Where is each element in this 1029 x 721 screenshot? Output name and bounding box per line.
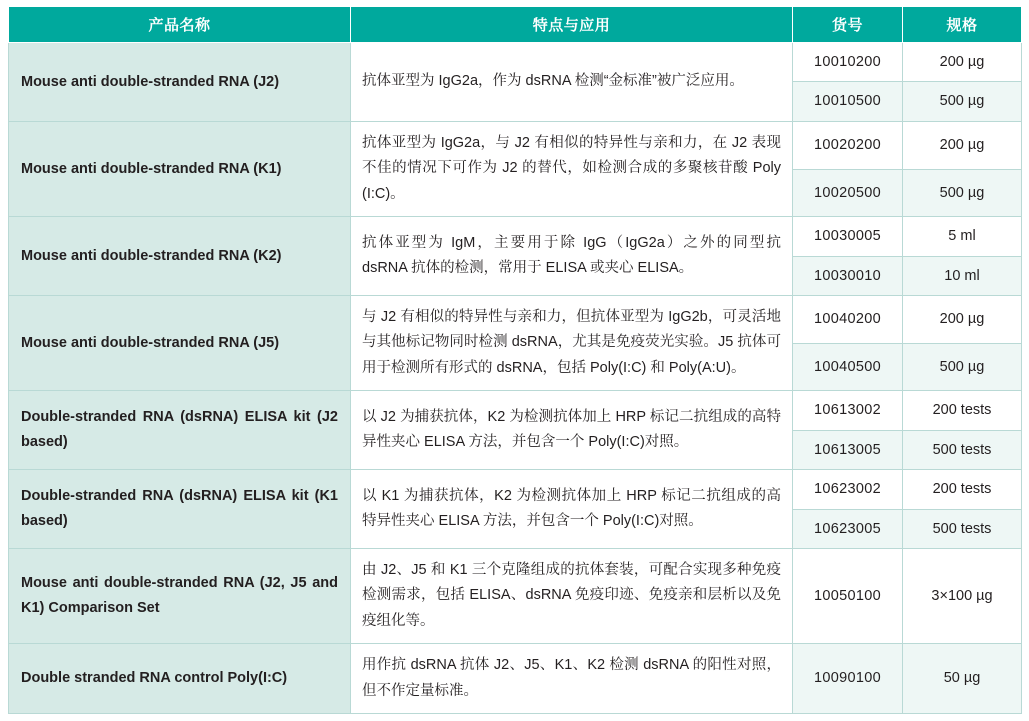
column-header-catalog: 货号 bbox=[793, 7, 903, 43]
catalog-number-cell: 10030010 bbox=[793, 256, 903, 295]
specification-cell: 50 µg bbox=[903, 644, 1022, 714]
table-row bbox=[9, 470, 1022, 509]
table-row bbox=[9, 549, 1022, 644]
table-row bbox=[9, 644, 1022, 714]
specification-cell: 10 ml bbox=[903, 256, 1022, 295]
table-row bbox=[9, 217, 1022, 256]
product-description-cell: 以 J2 为捕获抗体，K2 为检测抗体加上 HRP 标记二抗组成的高特异性夹心 ELISA 方法，并包含一个 Poly(I:C)对照。 bbox=[351, 391, 793, 470]
specification-cell: 200 µg bbox=[903, 121, 1022, 169]
column-header-spec: 规格 bbox=[903, 7, 1022, 43]
specification-cell: 200 µg bbox=[903, 296, 1022, 344]
product-name-cell: Double stranded RNA control Poly(I:C) bbox=[9, 644, 351, 714]
specification-cell: 500 tests bbox=[903, 430, 1022, 469]
column-header-product-name: 产品名称 bbox=[9, 7, 351, 43]
specification-cell: 200 tests bbox=[903, 391, 1022, 430]
specification-cell: 500 µg bbox=[903, 82, 1022, 121]
product-name-cell: Mouse anti double-stranded RNA (J2, J5 and K1) Comparison Set bbox=[9, 549, 351, 644]
product-name-cell: Mouse anti double-stranded RNA (K1) bbox=[9, 121, 351, 216]
specification-cell: 3×100 µg bbox=[903, 549, 1022, 644]
specification-cell: 500 µg bbox=[903, 343, 1022, 391]
specification-cell: 500 tests bbox=[903, 509, 1022, 548]
catalog-number-cell: 10020200 bbox=[793, 121, 903, 169]
product-description-cell: 抗体亚型为 IgM，主要用于除 IgG（IgG2a）之外的同型抗 dsRNA 抗体的检测，常用于 ELISA 或夹心 ELISA。 bbox=[351, 217, 793, 296]
product-description-cell: 由 J2、J5 和 K1 三个克隆组成的抗体套装，可配合实现多种免疫检测需求，包括 ELISA、dsRNA 免疫印迹、免疫亲和层析以及免疫组化等。 bbox=[351, 549, 793, 644]
table-row bbox=[9, 391, 1022, 430]
column-header-features: 特点与应用 bbox=[351, 7, 793, 43]
product-description-cell: 抗体亚型为 IgG2a，与 J2 有相似的特异性与亲和力，在 J2 表现不佳的情况下可作为 J2 的替代，如检测合成的多聚核苷酸 Poly (I:C)。 bbox=[351, 121, 793, 216]
table-header bbox=[9, 7, 1022, 43]
product-name-cell: Mouse anti double-stranded RNA (K2) bbox=[9, 217, 351, 296]
catalog-number-cell: 10030005 bbox=[793, 217, 903, 256]
catalog-number-cell: 10613002 bbox=[793, 391, 903, 430]
product-name-cell: Double-stranded RNA (dsRNA) ELISA kit (K1 based) bbox=[9, 470, 351, 549]
catalog-number-cell: 10090100 bbox=[793, 644, 903, 714]
product-name-cell: Double-stranded RNA (dsRNA) ELISA kit (J2 based) bbox=[9, 391, 351, 470]
catalog-number-cell: 10010500 bbox=[793, 82, 903, 121]
specification-cell: 200 µg bbox=[903, 43, 1022, 82]
product-description-cell: 与 J2 有相似的特异性与亲和力，但抗体亚型为 IgG2b，可灵活地与其他标记物同时检测 dsRNA，尤其是免疫荧光实验。J5 抗体可用于检测所有形式的 dsRNA，包括 Poly(I:C) 和 Poly(A:U)。 bbox=[351, 296, 793, 391]
specification-cell: 200 tests bbox=[903, 470, 1022, 509]
specification-cell: 5 ml bbox=[903, 217, 1022, 256]
catalog-number-cell: 10050100 bbox=[793, 549, 903, 644]
catalog-number-cell: 10623002 bbox=[793, 470, 903, 509]
table-header-row bbox=[9, 7, 1022, 43]
table-row bbox=[9, 43, 1022, 82]
catalog-number-cell: 10040200 bbox=[793, 296, 903, 344]
specification-cell: 500 µg bbox=[903, 169, 1022, 217]
product-description-cell: 以 K1 为捕获抗体，K2 为检测抗体加上 HRP 标记二抗组成的高特异性夹心 ELISA 方法，并包含一个 Poly(I:C)对照。 bbox=[351, 470, 793, 549]
catalog-number-cell: 10613005 bbox=[793, 430, 903, 469]
product-name-cell: Mouse anti double-stranded RNA (J5) bbox=[9, 296, 351, 391]
product-table bbox=[8, 6, 1022, 714]
table-body bbox=[9, 43, 1022, 714]
table-row bbox=[9, 296, 1022, 344]
table-row bbox=[9, 121, 1022, 169]
product-description-cell: 用作抗 dsRNA 抗体 J2、J5、K1、K2 检测 dsRNA 的阳性对照，但不作定量标准。 bbox=[351, 644, 793, 714]
catalog-number-cell: 10623005 bbox=[793, 509, 903, 548]
catalog-number-cell: 10010200 bbox=[793, 43, 903, 82]
catalog-number-cell: 10020500 bbox=[793, 169, 903, 217]
catalog-number-cell: 10040500 bbox=[793, 343, 903, 391]
product-description-cell: 抗体亚型为 IgG2a，作为 dsRNA 检测“金标准”被广泛应用。 bbox=[351, 43, 793, 122]
product-name-cell: Mouse anti double-stranded RNA (J2) bbox=[9, 43, 351, 122]
